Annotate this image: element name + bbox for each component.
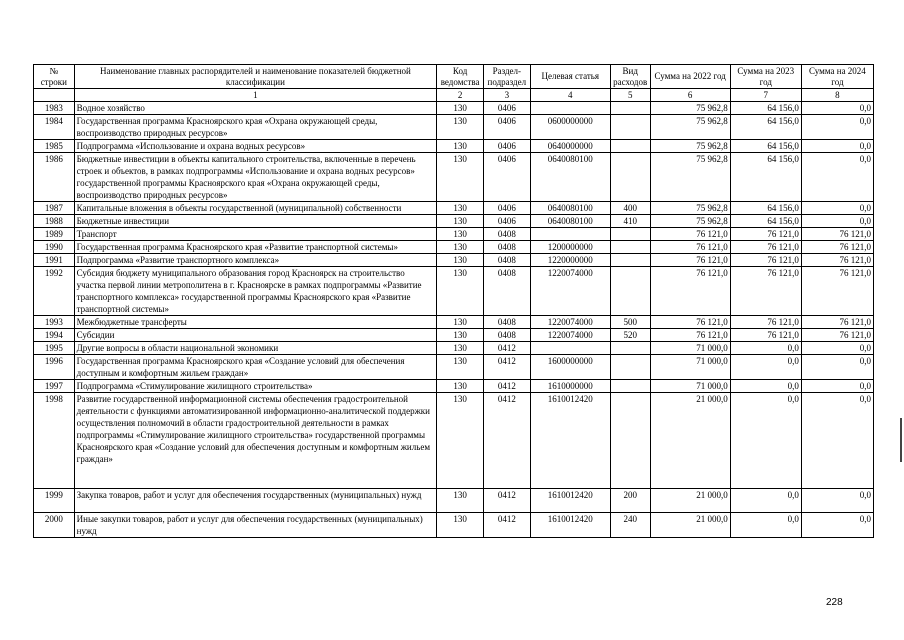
header-sum-2023: Сумма на 2023 год [730, 65, 801, 89]
row-section-cell: 0406 [483, 115, 530, 140]
row-number-cell: 1983 [34, 102, 75, 115]
header-sum-2022: Сумма на 2022 год [650, 65, 730, 89]
row-sum-2022-cell: 71 000,0 [650, 342, 730, 355]
row-sum-2022-cell: 76 121,0 [650, 267, 730, 316]
table-row [34, 513, 874, 538]
row-target-article-cell: 1610012420 [530, 513, 610, 538]
row-sum-2024-cell: 0,0 [801, 380, 873, 393]
row-sum-2022-cell: 76 121,0 [650, 316, 730, 329]
row-name-cell: Другие вопросы в области национальной экономики [74, 342, 437, 355]
row-sum-2023-cell: 64 156,0 [730, 153, 801, 202]
row-section-cell: 0406 [483, 202, 530, 215]
row-sum-2023-cell: 0,0 [730, 342, 801, 355]
row-number-cell: 2000 [34, 513, 75, 538]
row-dept-code-cell: 130 [437, 115, 484, 140]
row-sum-2022-cell: 71 000,0 [650, 355, 730, 380]
row-name-cell: Субсидии [74, 329, 437, 342]
row-dept-code-cell: 130 [437, 140, 484, 153]
row-sum-2022-cell: 75 962,8 [650, 115, 730, 140]
row-dept-code-cell: 130 [437, 316, 484, 329]
row-dept-code-cell: 130 [437, 342, 484, 355]
row-name-cell: Бюджетные инвестиции [74, 215, 437, 228]
header-target-article: Целевая статья [530, 65, 610, 89]
row-target-article-cell: 1610000000 [530, 380, 610, 393]
row-sum-2023-cell: 64 156,0 [730, 202, 801, 215]
row-number-cell: 1995 [34, 342, 75, 355]
row-expense-type-cell: 520 [610, 329, 650, 342]
row-sum-2022-cell: 76 121,0 [650, 228, 730, 241]
row-number-cell: 1984 [34, 115, 75, 140]
row-dept-code-cell: 130 [437, 489, 484, 513]
row-dept-code-cell: 130 [437, 513, 484, 538]
row-sum-2022-cell: 75 962,8 [650, 215, 730, 228]
row-target-article-cell: 1610012420 [530, 489, 610, 513]
row-target-article-cell: 1610012420 [530, 393, 610, 489]
row-section-cell: 0408 [483, 241, 530, 254]
column-index-row [34, 89, 874, 102]
table-row [34, 342, 874, 355]
row-sum-2022-cell: 21 000,0 [650, 393, 730, 489]
row-sum-2024-cell: 0,0 [801, 355, 873, 380]
row-number-cell: 1990 [34, 241, 75, 254]
row-name-cell: Развитие государственной информационной системы обеспечения градостроительной деятельности с функциями автоматизированной информационно-аналитической поддержки осуществления полномочий в области градостроительной деятельности в рамках подпрограммы «Стимулирование жилищного строительства» государственной программы Красноярского края «Создание условий для обеспечения доступным и комфортным жильем граждан» [74, 393, 437, 489]
row-section-cell: 0408 [483, 228, 530, 241]
table-row [34, 228, 874, 241]
row-dept-code-cell: 130 [437, 267, 484, 316]
row-name-cell: Государственная программа Красноярского края «Развитие транспортной системы» [74, 241, 437, 254]
row-number-cell: 1993 [34, 316, 75, 329]
row-sum-2023-cell: 76 121,0 [730, 316, 801, 329]
row-sum-2023-cell: 76 121,0 [730, 329, 801, 342]
row-dept-code-cell: 130 [437, 102, 484, 115]
row-sum-2024-cell: 0,0 [801, 215, 873, 228]
column-index-cell: 3 [483, 89, 530, 102]
page-number: 228 [826, 597, 843, 608]
table-body [34, 102, 874, 538]
row-expense-type-cell: 240 [610, 513, 650, 538]
row-name-cell: Бюджетные инвестиции в объекты капитального строительства, включенные в перечень строек и объектов, в рамках подпрограммы «Использование и охрана водных ресурсов» государственной программы Красноярского края «Охрана окружающей среды, воспроизводство природных ресурсов» [74, 153, 437, 202]
row-target-article-cell: 0600000000 [530, 115, 610, 140]
row-sum-2023-cell: 76 121,0 [730, 267, 801, 316]
row-sum-2024-cell: 76 121,0 [801, 267, 873, 316]
row-target-article-cell: 1600000000 [530, 355, 610, 380]
row-sum-2022-cell: 75 962,8 [650, 202, 730, 215]
table-row [34, 241, 874, 254]
table-row [34, 489, 874, 513]
table-row [34, 267, 874, 316]
column-index-cell: 2 [437, 89, 484, 102]
row-target-article-cell: 0640000000 [530, 140, 610, 153]
row-expense-type-cell [610, 228, 650, 241]
row-expense-type-cell [610, 393, 650, 489]
row-name-cell: Подпрограмма «Развитие транспортного комплекса» [74, 254, 437, 267]
row-sum-2024-cell: 0,0 [801, 202, 873, 215]
row-target-article-cell: 1220074000 [530, 329, 610, 342]
header-sum-2024: Сумма на 2024 год [801, 65, 873, 89]
row-target-article-cell [530, 342, 610, 355]
row-sum-2022-cell: 75 962,8 [650, 153, 730, 202]
table-row [34, 102, 874, 115]
row-sum-2024-cell: 0,0 [801, 393, 873, 489]
row-name-cell: Подпрограмма «Стимулирование жилищного строительства» [74, 380, 437, 393]
row-dept-code-cell: 130 [437, 355, 484, 380]
row-name-cell: Транспорт [74, 228, 437, 241]
row-sum-2024-cell: 0,0 [801, 342, 873, 355]
row-section-cell: 0408 [483, 254, 530, 267]
row-sum-2023-cell: 64 156,0 [730, 102, 801, 115]
row-sum-2024-cell: 0,0 [801, 140, 873, 153]
table-row [34, 215, 874, 228]
row-section-cell: 0406 [483, 140, 530, 153]
row-number-cell: 1991 [34, 254, 75, 267]
header-expense-type: Вид расходов [610, 65, 650, 89]
row-target-article-cell: 1200000000 [530, 241, 610, 254]
row-section-cell: 0406 [483, 153, 530, 202]
header-dept-code: Код ведомства [437, 65, 484, 89]
column-index-cell: 6 [650, 89, 730, 102]
row-section-cell: 0408 [483, 267, 530, 316]
row-sum-2023-cell: 76 121,0 [730, 228, 801, 241]
row-dept-code-cell: 130 [437, 241, 484, 254]
row-expense-type-cell [610, 254, 650, 267]
row-section-cell: 0412 [483, 380, 530, 393]
row-section-cell: 0412 [483, 489, 530, 513]
row-dept-code-cell: 130 [437, 202, 484, 215]
row-sum-2024-cell: 76 121,0 [801, 254, 873, 267]
table-row [34, 140, 874, 153]
header-row-number: № строки [34, 65, 75, 89]
row-section-cell: 0412 [483, 393, 530, 489]
row-name-cell: Государственная программа Красноярского края «Создание условий для обеспечения доступным и комфортным жильем граждан» [74, 355, 437, 380]
row-sum-2024-cell: 76 121,0 [801, 316, 873, 329]
row-expense-type-cell [610, 140, 650, 153]
row-dept-code-cell: 130 [437, 380, 484, 393]
row-name-cell: Подпрограмма «Использование и охрана водных ресурсов» [74, 140, 437, 153]
column-index-cell: 7 [730, 89, 801, 102]
row-number-cell: 1997 [34, 380, 75, 393]
row-sum-2022-cell: 76 121,0 [650, 241, 730, 254]
row-number-cell: 1996 [34, 355, 75, 380]
row-dept-code-cell: 130 [437, 329, 484, 342]
row-sum-2023-cell: 0,0 [730, 355, 801, 380]
row-expense-type-cell: 410 [610, 215, 650, 228]
row-sum-2023-cell: 64 156,0 [730, 215, 801, 228]
row-expense-type-cell [610, 115, 650, 140]
row-expense-type-cell: 400 [610, 202, 650, 215]
row-number-cell: 1999 [34, 489, 75, 513]
table-row [34, 329, 874, 342]
row-number-cell: 1986 [34, 153, 75, 202]
row-section-cell: 0408 [483, 316, 530, 329]
row-section-cell: 0412 [483, 513, 530, 538]
row-expense-type-cell: 200 [610, 489, 650, 513]
row-sum-2023-cell: 64 156,0 [730, 115, 801, 140]
column-index-cell: 5 [610, 89, 650, 102]
row-number-cell: 1987 [34, 202, 75, 215]
row-expense-type-cell [610, 267, 650, 316]
row-dept-code-cell: 130 [437, 215, 484, 228]
row-number-cell: 1998 [34, 393, 75, 489]
row-target-article-cell [530, 228, 610, 241]
table-row [34, 153, 874, 202]
row-target-article-cell: 0640080100 [530, 215, 610, 228]
row-sum-2024-cell: 76 121,0 [801, 228, 873, 241]
row-sum-2023-cell: 0,0 [730, 513, 801, 538]
row-sum-2024-cell: 76 121,0 [801, 241, 873, 254]
row-section-cell: 0412 [483, 355, 530, 380]
row-sum-2022-cell: 75 962,8 [650, 102, 730, 115]
row-dept-code-cell: 130 [437, 254, 484, 267]
row-number-cell: 1992 [34, 267, 75, 316]
row-name-cell: Межбюджетные трансферты [74, 316, 437, 329]
row-number-cell: 1988 [34, 215, 75, 228]
table-row [34, 202, 874, 215]
row-sum-2023-cell: 64 156,0 [730, 140, 801, 153]
row-dept-code-cell: 130 [437, 153, 484, 202]
margin-mark [900, 418, 902, 462]
row-name-cell: Водное хозяйство [74, 102, 437, 115]
row-number-cell: 1985 [34, 140, 75, 153]
row-sum-2024-cell: 0,0 [801, 513, 873, 538]
row-sum-2023-cell: 76 121,0 [730, 254, 801, 267]
row-expense-type-cell [610, 102, 650, 115]
row-dept-code-cell: 130 [437, 393, 484, 489]
budget-table [33, 64, 874, 538]
row-sum-2022-cell: 76 121,0 [650, 254, 730, 267]
row-expense-type-cell [610, 380, 650, 393]
column-index-cell [34, 89, 75, 102]
row-sum-2022-cell: 21 000,0 [650, 513, 730, 538]
row-name-cell: Иные закупки товаров, работ и услуг для обеспечения государственных (муниципальных) нужд [74, 513, 437, 538]
column-index-cell: 8 [801, 89, 873, 102]
table-row [34, 380, 874, 393]
row-target-article-cell: 1220074000 [530, 267, 610, 316]
table-row [34, 254, 874, 267]
row-sum-2024-cell: 0,0 [801, 153, 873, 202]
row-sum-2022-cell: 75 962,8 [650, 140, 730, 153]
row-sum-2022-cell: 71 000,0 [650, 380, 730, 393]
row-name-cell: Капитальные вложения в объекты государственной (муниципальной) собственности [74, 202, 437, 215]
row-target-article-cell: 0640080100 [530, 202, 610, 215]
row-sum-2023-cell: 76 121,0 [730, 241, 801, 254]
row-sum-2022-cell: 76 121,0 [650, 329, 730, 342]
table-row [34, 316, 874, 329]
row-sum-2023-cell: 0,0 [730, 393, 801, 489]
row-sum-2023-cell: 0,0 [730, 489, 801, 513]
row-number-cell: 1989 [34, 228, 75, 241]
row-expense-type-cell [610, 241, 650, 254]
row-section-cell: 0406 [483, 215, 530, 228]
row-dept-code-cell: 130 [437, 228, 484, 241]
row-sum-2023-cell: 0,0 [730, 380, 801, 393]
row-sum-2024-cell: 0,0 [801, 489, 873, 513]
column-index-cell: 4 [530, 89, 610, 102]
header-name: Наименование главных распорядителей и наименование показателей бюджетной классификации [74, 65, 437, 89]
row-expense-type-cell: 500 [610, 316, 650, 329]
row-target-article-cell [530, 102, 610, 115]
row-sum-2024-cell: 0,0 [801, 115, 873, 140]
row-section-cell: 0406 [483, 102, 530, 115]
table-row [34, 393, 874, 489]
row-target-article-cell: 1220074000 [530, 316, 610, 329]
row-expense-type-cell [610, 355, 650, 380]
table-row [34, 355, 874, 380]
row-number-cell: 1994 [34, 329, 75, 342]
table-row [34, 115, 874, 140]
table-header-row [34, 65, 874, 89]
header-section: Раздел-подраздел [483, 65, 530, 89]
row-target-article-cell: 0640080100 [530, 153, 610, 202]
row-name-cell: Закупка товаров, работ и услуг для обеспечения государственных (муниципальных) нужд [74, 489, 437, 513]
row-section-cell: 0412 [483, 342, 530, 355]
row-section-cell: 0408 [483, 329, 530, 342]
row-name-cell: Государственная программа Красноярского края «Охрана окружающей среды, воспроизводство природных ресурсов» [74, 115, 437, 140]
row-expense-type-cell [610, 342, 650, 355]
row-target-article-cell: 1220000000 [530, 254, 610, 267]
row-sum-2024-cell: 0,0 [801, 102, 873, 115]
row-sum-2022-cell: 21 000,0 [650, 489, 730, 513]
column-index-cell: 1 [74, 89, 437, 102]
row-expense-type-cell [610, 153, 650, 202]
row-sum-2024-cell: 76 121,0 [801, 329, 873, 342]
row-name-cell: Субсидия бюджету муниципального образования город Красноярск на строительство участка первой линии метрополитена в г. Красноярске в рамках подпрограммы «Развитие транспортного комплекса» государственной программы Красноярского края «Развитие транспортной системы» [74, 267, 437, 316]
